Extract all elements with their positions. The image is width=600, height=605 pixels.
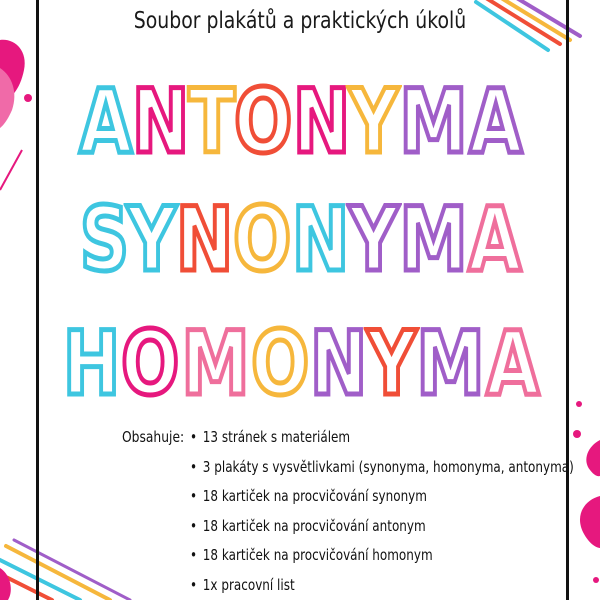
title-letter: A	[469, 78, 521, 166]
title-letter: N	[176, 196, 232, 284]
page-subtitle: Soubor plakátů a praktických úkolů	[54, 8, 546, 34]
list-item: • 18 kartiček na procvičování synonym	[190, 487, 574, 517]
list-item: • 1x pracovní list	[190, 576, 574, 605]
title-letter: A	[468, 196, 520, 284]
title-letter: Y	[127, 196, 175, 284]
title-letter: A	[79, 78, 131, 166]
title-letter: O	[121, 320, 178, 408]
title-letter: Y	[366, 320, 414, 408]
contents-label: Obsahuje:	[122, 428, 184, 446]
title-letter: Y	[349, 196, 397, 284]
title-antonyma	[0, 78, 600, 166]
title-letter: M	[400, 78, 467, 166]
list-item: • 3 plakáty s vysvětlivkami (synonyma, homonyma, antonyma)	[190, 458, 574, 488]
list-item: • 18 kartiček na procvičování antonym	[190, 517, 574, 547]
title-letter: N	[132, 78, 188, 166]
title-synonyma	[0, 196, 600, 284]
title-letter: H	[63, 320, 119, 408]
list-item: • 13 stránek s materiálem	[190, 428, 574, 458]
title-letter: S	[79, 196, 127, 284]
title-letter: O	[234, 78, 291, 166]
contents-list	[190, 428, 600, 605]
title-letter: N	[292, 196, 348, 284]
title-letter: O	[251, 320, 308, 408]
title-letter: N	[310, 320, 366, 408]
title-letter: M	[417, 320, 484, 408]
title-homonyma	[0, 320, 600, 408]
title-letter: T	[188, 78, 233, 166]
title-letter: M	[399, 196, 466, 284]
title-letter: A	[486, 320, 538, 408]
title-letter: N	[293, 78, 349, 166]
title-letter: O	[233, 196, 290, 284]
title-letter: M	[181, 320, 248, 408]
list-item: • 18 kartiček na procvičování homonym	[190, 546, 574, 576]
title-letter: Y	[349, 78, 397, 166]
